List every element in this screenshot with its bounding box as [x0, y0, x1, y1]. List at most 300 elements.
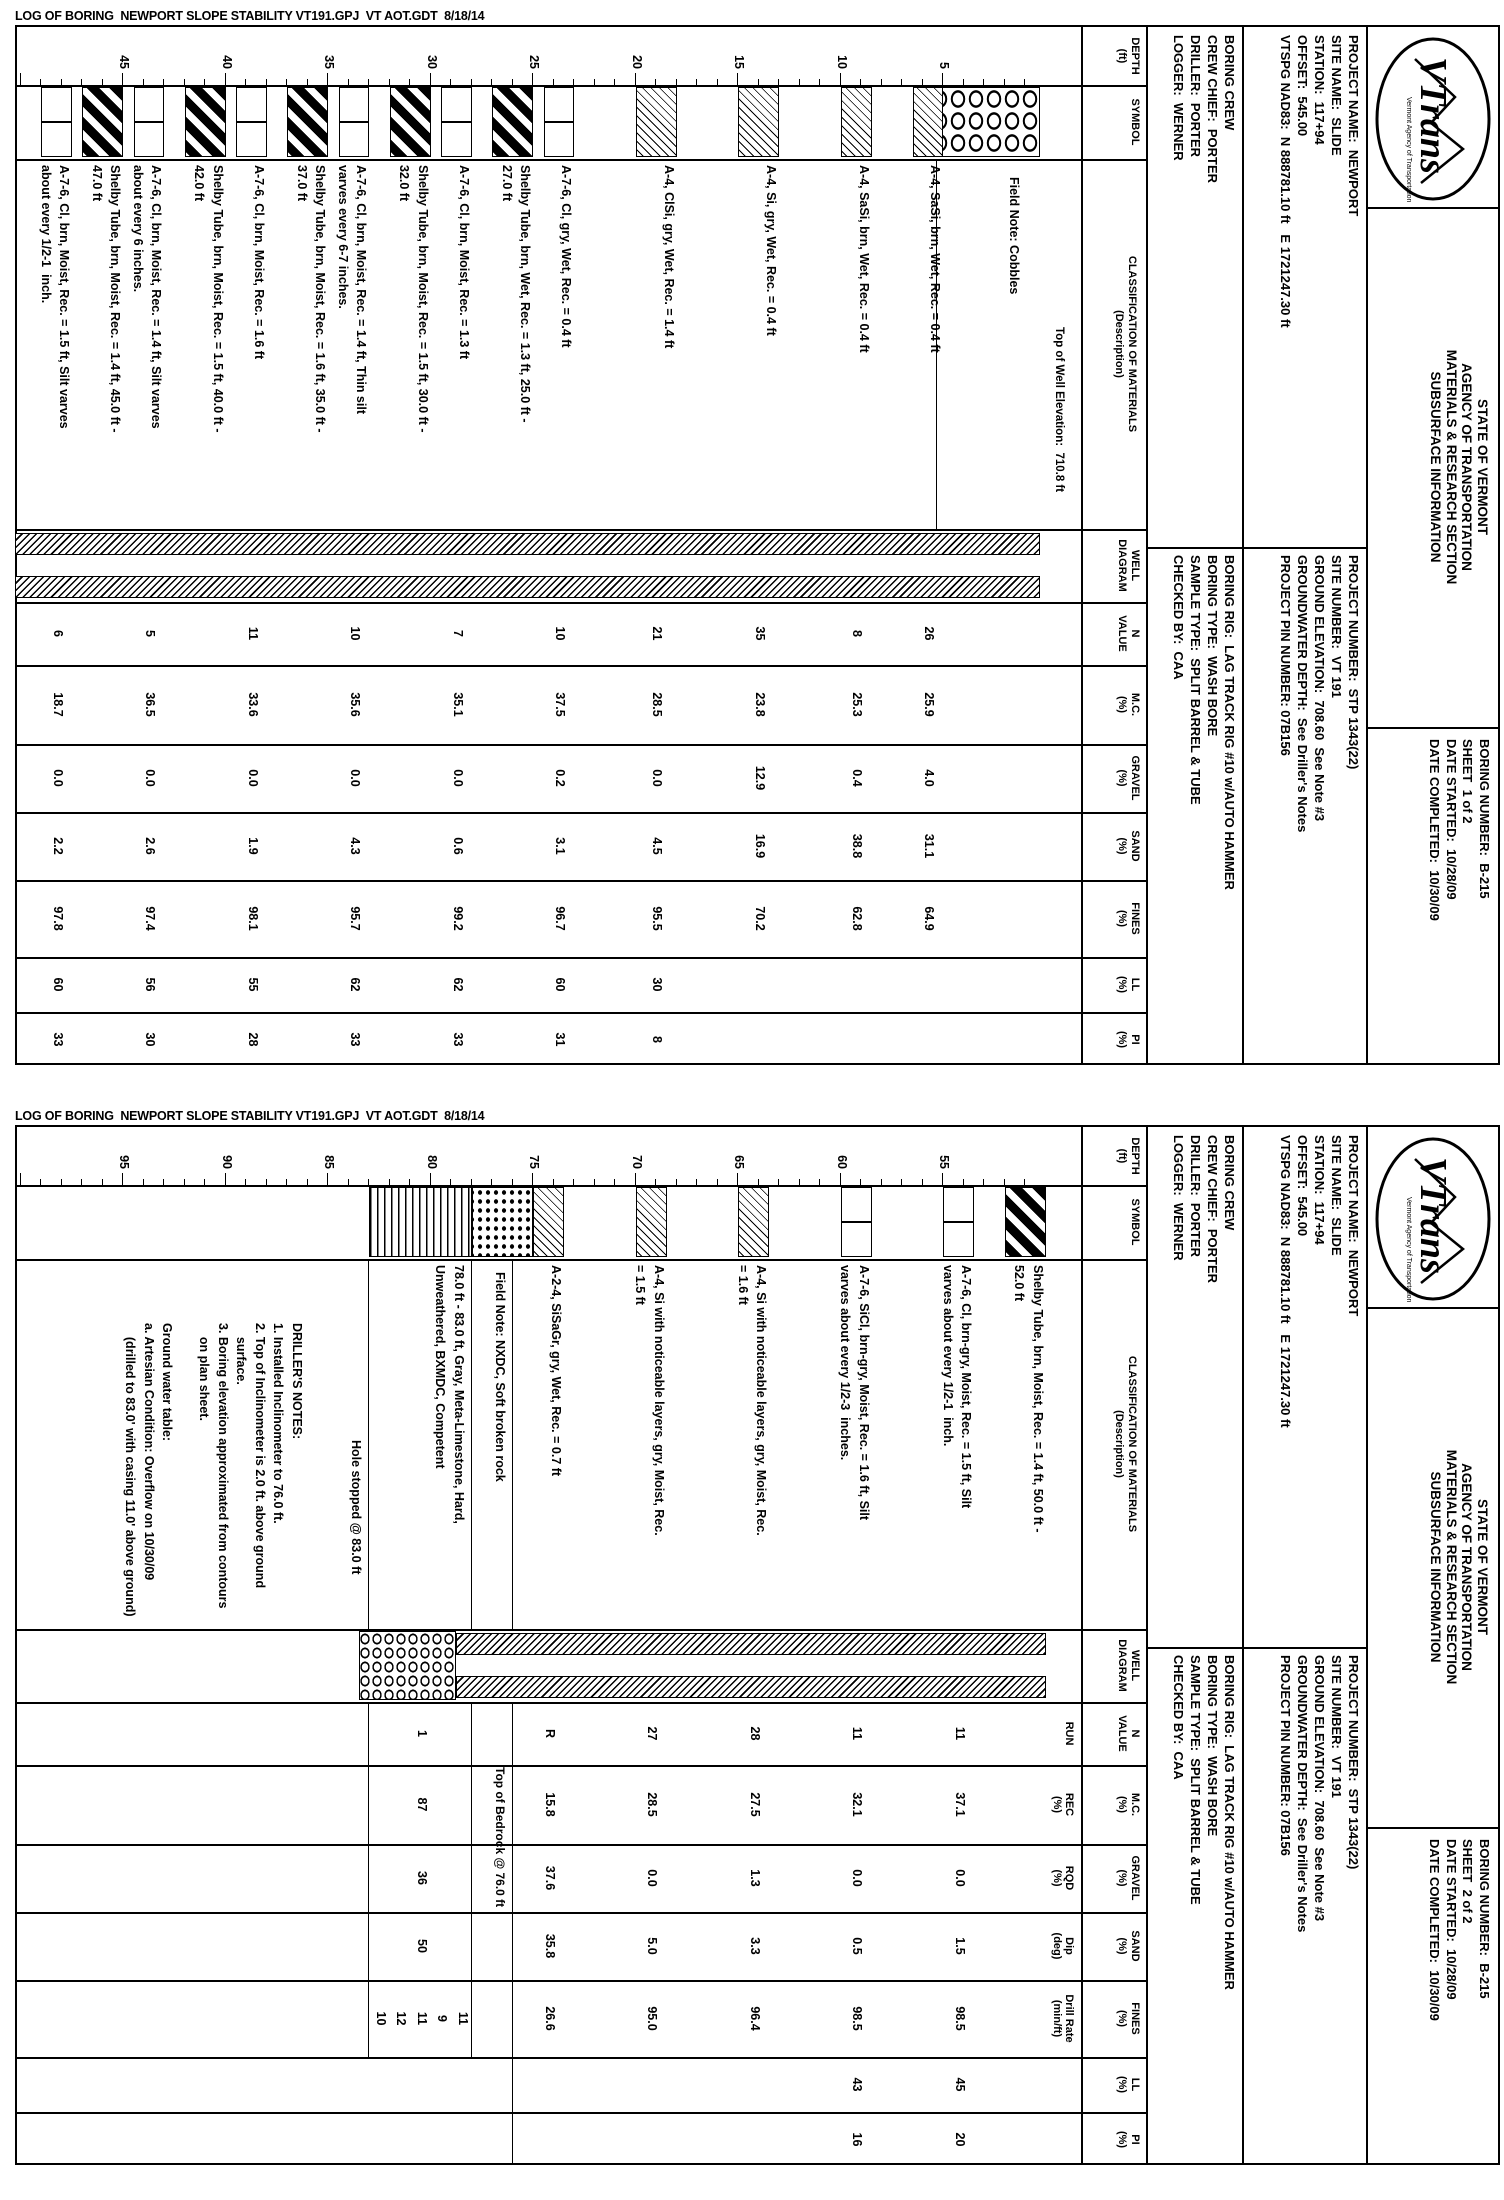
drillers-notes-line: surface. — [234, 1323, 249, 1385]
grid-line — [368, 1259, 369, 1629]
agency-title-line: SUBSURFACE INFORMATION — [1428, 1471, 1444, 1663]
boring-info-line: DATE COMPLETED: 10/30/09 — [1427, 739, 1443, 921]
grid-line — [225, 1173, 226, 1185]
project-info-line: STATION: 117+94 — [1312, 35, 1327, 145]
value-gr: 0.0 — [143, 769, 158, 787]
grid-line — [245, 79, 246, 85]
grid-line — [204, 79, 205, 85]
column-header-MC: M.C. (%) — [1116, 1792, 1141, 1817]
agency-title-line: MATERIALS & RESEARCH SECTION — [1444, 349, 1459, 585]
depth-label: 45 — [117, 55, 132, 69]
value-fi: 98.5 — [952, 2006, 967, 2031]
soil-symbol-rock — [370, 1187, 473, 1257]
value-pi: 20 — [952, 2132, 967, 2147]
classification-text: varves every 6-7 inches. — [336, 165, 350, 309]
crew-info-line: CHECKED BY: CAA — [1171, 1655, 1186, 1780]
drill-rate-value: 11 — [455, 2011, 470, 2026]
value-fi: 26.6 — [542, 2006, 557, 2031]
grid-line — [450, 1179, 451, 1185]
classification-text: A-4, Si with noticeable layers, gry, Moist, Rec. — [754, 1265, 769, 1536]
grid-line — [471, 79, 472, 85]
grid-line — [963, 79, 964, 85]
svg-text:VTrans: VTrans — [1412, 57, 1454, 174]
sample-symbol-spt — [841, 1187, 872, 1257]
grid-line — [737, 1173, 738, 1185]
grid-line — [553, 79, 554, 85]
grid-line — [307, 1179, 308, 1185]
boring-log-sheet-2 — [15, 1109, 1500, 2165]
grid-line — [61, 1179, 62, 1185]
value-pi: 8 — [650, 1036, 665, 1043]
value-mc: 36.5 — [143, 692, 158, 717]
grid-line — [15, 2057, 1083, 2059]
boring-info-line: DATE STARTED: 10/28/09 — [1444, 1839, 1459, 2000]
grid-line — [512, 1179, 513, 1185]
boring-info-line: BORING NUMBER: B-215 — [1477, 739, 1492, 899]
value-ll: 55 — [245, 977, 260, 992]
svg-text:Vermont Agency of Transportati: Vermont Agency of Transportation — [1405, 1197, 1412, 1303]
depth-label: 65 — [732, 1155, 747, 1169]
sample-symbol-tube — [493, 87, 534, 157]
sample-symbol-spt — [944, 1187, 975, 1257]
grid-line — [40, 1179, 41, 1185]
well-gravel-pack — [359, 1631, 455, 1700]
drill-rate-value: 11 — [414, 2011, 429, 2026]
grid-line — [1004, 1179, 1005, 1185]
crew-info-line: BORING CREW — [1222, 1135, 1237, 1231]
grid-line — [307, 79, 308, 85]
depth-label: 10 — [835, 55, 849, 69]
grid-line — [573, 79, 574, 85]
drillers-notes-line: a. Artesian Condition: Overflow on 10/30/09 — [141, 1323, 156, 1581]
grid-line — [368, 1179, 369, 1185]
grid-line — [881, 79, 882, 85]
grid-line — [1368, 1827, 1498, 1829]
field-note: Field Note: NXDC, Soft broken rock — [492, 1272, 507, 1482]
vtrans-logo — [1373, 35, 1493, 203]
grid-line — [922, 79, 923, 85]
value-gr: 0.0 — [850, 1869, 865, 1887]
grid-line — [532, 1173, 533, 1185]
classification-text: varves about every 1/2-1 inch. — [940, 1265, 955, 1447]
column-header-SA: SAND (%) — [1116, 830, 1141, 862]
value-sa: 3.1 — [553, 837, 568, 855]
sub-column-label: (min/ft) — [1051, 1999, 1063, 2038]
value-fi: 96.4 — [747, 2006, 762, 2031]
grid-line — [409, 1179, 410, 1185]
column-header-N: N VALUE — [1116, 615, 1141, 652]
grid-line — [532, 73, 533, 85]
value-pi: 30 — [143, 1032, 158, 1047]
project-info-line: STATION: 117+94 — [1312, 1135, 1327, 1245]
classification-text: A-7-6, Cl, brn, Moist, Rec. = 1.4 ft, Thin silt — [354, 165, 369, 414]
sample-symbol-hatch — [636, 1187, 667, 1257]
crew-info-line: BORING CREW — [1222, 35, 1237, 131]
value-gr: 4.0 — [922, 769, 937, 787]
crew-info-line: LOGGER: WERNER — [1171, 1135, 1186, 1261]
value-fi: 99.2 — [450, 906, 465, 931]
sub-column-label: RQD — [1063, 1865, 1075, 1891]
value-sa: 35.8 — [542, 1933, 557, 1959]
project-info-line: OFFSET: 545.00 — [1295, 35, 1310, 137]
value-ll: 62 — [348, 977, 363, 992]
sample-symbol-tube — [185, 87, 226, 157]
column-header-depth: DEPTH (ft) — [1116, 1137, 1141, 1175]
drill-rate-value: 12 — [394, 2011, 409, 2026]
rock-classification-text: 78.0 ft - 83.0 ft, Gray, Meta-Limestone, Hard, — [451, 1265, 466, 1524]
value-n: 7 — [450, 630, 465, 637]
column-header-PI: PI (%) — [1116, 1030, 1141, 1049]
sub-column-label: Dip — [1063, 1937, 1075, 1955]
grid-line — [860, 1179, 861, 1185]
classification-text: Shelby Tube, brn, Moist, Rec. = 1.6 ft, 35.0 ft - — [313, 165, 328, 433]
sub-column-label: Drill Rate — [1063, 1994, 1075, 2043]
value-ll: 45 — [952, 2077, 967, 2092]
classification-text: about every 6 inches. — [131, 165, 145, 293]
classification-text: A-7-6, Cl, brn-gry, Moist, Rec. = 1.5 ft, Silt — [959, 1265, 974, 1509]
grid-line — [840, 73, 841, 85]
grid-line — [15, 159, 1083, 161]
project-info-line: VTSPG NAD83: N 888781.10 ft E 1721247.30 ft — [1278, 1135, 1293, 1428]
grid-line — [61, 79, 62, 85]
agency-title-line: AGENCY OF TRANSPORTATION — [1459, 363, 1475, 571]
grid-line — [717, 1179, 718, 1185]
drillers-notes-line: 3. Boring elevation approximated from contours — [215, 1323, 230, 1609]
value-mc: 25.3 — [850, 692, 865, 717]
drillers-notes-line: (drilled to 83.0' with casing 11.0' above ground) — [123, 1323, 138, 1617]
grid-line — [266, 1179, 267, 1185]
grid-line — [963, 1179, 964, 1185]
grid-line — [286, 79, 287, 85]
grid-line — [348, 79, 349, 85]
value-sa: 2.6 — [143, 837, 158, 855]
sample-symbol-hatch — [739, 87, 780, 157]
classification-text: 32.0 ft — [397, 165, 412, 202]
grid-line — [225, 73, 226, 85]
project-info-line: SITE NUMBER: VT 191 — [1329, 1655, 1344, 1799]
grid-line — [409, 79, 410, 85]
grid-line — [163, 79, 164, 85]
project-info-line: GROUND ELEVATION: 708.60 See Note #3 — [1312, 1655, 1327, 1922]
value-n: 26 — [922, 626, 937, 641]
classification-text: 47.0 ft — [90, 165, 104, 202]
grid-line — [635, 1173, 636, 1185]
value-n: 27 — [645, 1726, 660, 1741]
hole-stopped-label: Hole stopped @ 83.0 ft — [349, 1440, 364, 1575]
value-fi: 95.5 — [650, 906, 665, 931]
value-mc: 37.5 — [553, 692, 568, 717]
value-n: 10 — [348, 626, 363, 641]
sample-symbol-tube — [1005, 1187, 1046, 1257]
grid-line — [1004, 79, 1005, 85]
svg-text:Vermont Agency of Transportati: Vermont Agency of Transportation — [1405, 97, 1412, 203]
agency-title-line: AGENCY OF TRANSPORTATION — [1459, 1463, 1475, 1671]
sample-symbol-hatch — [636, 87, 677, 157]
project-info-line: GROUND ELEVATION: 708.60 See Note #3 — [1312, 555, 1327, 822]
boring-log-sheet-1 — [15, 9, 1500, 1065]
classification-text: Shelby Tube, brn, Moist, Rec. = 1.4 ft, 50.0 ft - — [1031, 1265, 1045, 1533]
grid-line — [901, 79, 902, 85]
log-table — [15, 1125, 1500, 2165]
soil-symbol-broken — [472, 1187, 534, 1257]
value-gr: 12.9 — [753, 765, 767, 791]
classification-text: A-4, Si with noticeable layers, gry, Moist, Rec. — [651, 1265, 666, 1536]
value-ll: 56 — [143, 977, 158, 992]
crew-info-line: SAMPLE TYPE: SPLIT BARREL & TUBE — [1188, 555, 1203, 805]
classification-text: varves about every 1/2-3 inches. — [838, 1265, 853, 1461]
crew-info-line: CHECKED BY: CAA — [1171, 555, 1186, 680]
value-gr: 0.2 — [553, 769, 568, 787]
classification-text: = 1.6 ft — [735, 1265, 750, 1305]
value-gr: 0.0 — [650, 769, 665, 787]
rock-run-dip: 50 — [414, 1939, 429, 1953]
agency-title-line: STATE OF VERMONT — [1475, 1499, 1490, 1635]
value-n: 11 — [952, 1726, 967, 1741]
value-n: 21 — [650, 626, 665, 641]
drillers-notes-line: on plan sheet. — [197, 1323, 212, 1421]
depth-label: 75 — [527, 1155, 542, 1169]
value-fi: 95.0 — [645, 2006, 660, 2031]
grid-line — [430, 73, 431, 85]
depth-label: 40 — [220, 55, 234, 69]
depth-label: 5 — [937, 62, 952, 69]
value-sa: 31.1 — [922, 833, 937, 859]
grid-line — [922, 1179, 923, 1185]
value-fi: 98.1 — [245, 906, 260, 931]
project-info-line: VTSPG NAD83: N 888781.10 ft E 1721247.30 ft — [1278, 35, 1293, 328]
grid-line — [758, 79, 759, 85]
grid-line — [860, 79, 861, 85]
value-mc: 37.1 — [952, 1792, 967, 1817]
value-mc: 27.5 — [747, 1792, 762, 1817]
depth-label: 15 — [732, 55, 747, 69]
sub-column-label: (deg) — [1051, 1932, 1063, 1960]
classification-text: A-4, SaSi, brn, Wet, Rec. = 0.4 ft — [928, 165, 943, 353]
rock-classification-text: Unweathered, BXMDC, Competent — [433, 1265, 448, 1469]
top-of-bedrock-label: Top of Bedrock @ 76.0 ft — [493, 1767, 507, 1908]
value-gr: 0.0 — [50, 769, 65, 787]
value-ll: 30 — [650, 977, 665, 992]
value-ll: 60 — [553, 977, 568, 992]
grid-line — [430, 1173, 431, 1185]
depth-label: 20 — [630, 55, 644, 69]
column-header-sym: SYMBOL — [1129, 1198, 1141, 1246]
classification-text: 37.0 ft — [295, 165, 309, 202]
sub-column-label: REC — [1063, 1792, 1075, 1817]
grid-line — [368, 1702, 369, 2057]
grid-line — [15, 529, 1083, 531]
grid-line — [1367, 1127, 1369, 2163]
column-header-well: WELL DIAGRAM — [1116, 539, 1141, 592]
grid-line — [1367, 27, 1369, 1063]
rock-run-run: 1 — [414, 1730, 429, 1737]
column-header-depth: DEPTH (ft) — [1116, 37, 1141, 75]
value-pi: 31 — [553, 1032, 568, 1047]
grid-line — [819, 79, 820, 85]
project-info-line: PROJECT NAME: NEWPORT — [1346, 35, 1361, 217]
value-fi: 97.4 — [143, 906, 158, 931]
grid-line — [594, 79, 595, 85]
value-mc: 35.1 — [450, 692, 465, 717]
crew-info-line: BORING RIG: LAG TRACK RIG #10 w/AUTO HAMMER — [1222, 1655, 1237, 1990]
project-info-line: PROJECT NUMBER: STP 1343(22) — [1346, 555, 1361, 770]
grid-line — [1243, 1127, 1245, 2163]
value-n: 8 — [850, 630, 865, 637]
grid-line — [266, 79, 267, 85]
project-info-line: PROJECT PIN NUMBER: 07B156 — [1278, 555, 1293, 756]
boring-info-line: DATE COMPLETED: 10/30/09 — [1427, 1839, 1443, 2021]
classification-text: = 1.5 ft — [633, 1265, 648, 1305]
sub-column-label: (%) — [1051, 1795, 1063, 1814]
crew-info-line: CREW CHIEF: PORTER — [1205, 1135, 1220, 1284]
column-header-LL: LL (%) — [1116, 975, 1141, 994]
value-ll: 43 — [850, 2077, 865, 2092]
value-gr: 37.6 — [542, 1865, 557, 1891]
value-sa: 4.3 — [348, 837, 363, 855]
field-note: Field Note: Cobbles — [1007, 177, 1022, 295]
value-pi: 33 — [348, 1032, 363, 1047]
grid-line — [15, 1629, 1083, 1631]
classification-text: A-4, Si, gry, Wet, Rec. = 0.4 ft — [764, 165, 779, 336]
depth-label: 55 — [937, 1155, 952, 1169]
value-gr: 0.0 — [348, 769, 363, 787]
classification-text: A-4, ClSi, gry, Wet, Rec. = 1.4 ft — [662, 165, 676, 349]
grid-line — [15, 1259, 1083, 1261]
grid-line — [102, 79, 103, 85]
column-header-cls: CLASSIFICATION OF MATERIALS (Description) — [1113, 1355, 1138, 1533]
value-fi: 70.2 — [753, 906, 767, 931]
classification-text: Shelby Tube, brn, Moist, Rec. = 1.4 ft, 45.0 ft - — [108, 165, 123, 433]
grid-line — [204, 1179, 205, 1185]
grid-line — [819, 1179, 820, 1185]
log-table — [15, 25, 1500, 1065]
grid-line — [881, 1179, 882, 1185]
project-info-line: PROJECT NAME: NEWPORT — [1346, 1135, 1361, 1317]
grid-line — [573, 1179, 574, 1185]
value-sa: 0.6 — [450, 837, 465, 855]
column-header-well: WELL DIAGRAM — [1116, 1639, 1141, 1692]
classification-text: A-7-6, Cl, gry, Wet, Rec. = 0.4 ft — [559, 165, 574, 348]
sample-symbol-hatch — [534, 1187, 565, 1257]
sample-symbol-hatch — [739, 1187, 770, 1257]
classification-text: 27.0 ft — [500, 165, 514, 202]
value-n: 28 — [747, 1726, 762, 1741]
value-ll: 60 — [50, 977, 65, 992]
column-header-cls: CLASSIFICATION OF MATERIALS (Description) — [1113, 255, 1138, 433]
value-gr: 0.0 — [450, 769, 465, 787]
grid-line — [840, 1173, 841, 1185]
well-backfill-hatch — [15, 533, 1040, 555]
classification-text: Shelby Tube, brn, Moist, Rec. = 1.5 ft, 40.0 ft - — [211, 165, 225, 433]
classification-text: A-2-4, SiSaGr, gry, Wet, Rec. = 0.7 ft — [549, 1265, 564, 1477]
grid-line — [163, 1179, 164, 1185]
project-info-line: SITE NAME: SLIDE — [1329, 1135, 1344, 1256]
grid-line — [614, 79, 615, 85]
crew-info-line: DRILLER: PORTER — [1188, 1135, 1203, 1258]
grid-line — [471, 1179, 472, 1185]
value-sa: 1.9 — [245, 837, 260, 855]
grid-line — [614, 1179, 615, 1185]
value-n: 11 — [245, 626, 260, 641]
svg-text:VTrans: VTrans — [1412, 1157, 1454, 1274]
sample-symbol-tube — [83, 87, 124, 157]
crew-info-line: BORING TYPE: WASH BORE — [1205, 555, 1220, 737]
depth-label: 35 — [322, 55, 337, 69]
grid-line — [102, 1179, 103, 1185]
grid-line — [286, 1179, 287, 1185]
sample-symbol-spt — [441, 87, 472, 157]
grid-line — [1082, 1127, 1084, 2163]
drill-rate-value: 10 — [373, 2011, 388, 2026]
column-header-sym: SYMBOL — [1129, 98, 1141, 146]
file-banner: LOG OF BORING NEWPORT SLOPE STABILITY VT191.GPJ VT AOT.GDT 8/18/14 — [15, 9, 485, 23]
project-info-line: SITE NAME: SLIDE — [1329, 35, 1344, 156]
file-banner: LOG OF BORING NEWPORT SLOPE STABILITY VT191.GPJ VT AOT.GDT 8/18/14 — [15, 1109, 485, 1123]
value-n: 6 — [50, 630, 65, 637]
grid-line — [15, 1012, 1083, 1014]
boring-info-line: SHEET 2 of 2 — [1460, 1839, 1476, 1924]
classification-text: A-7-6, SiCl, brn-gry, Moist, Rec. = 1.6 ft, Silt — [856, 1265, 871, 1521]
grid-line — [778, 79, 779, 85]
grid-line — [594, 1179, 595, 1185]
soil-symbol-cobbles — [937, 87, 1040, 157]
grid-line — [491, 79, 492, 85]
value-mc: 32.1 — [850, 1792, 865, 1817]
rock-run-rec: 87 — [414, 1797, 429, 1812]
grid-line — [655, 79, 656, 85]
grid-line — [143, 1179, 144, 1185]
depth-label: 85 — [322, 1155, 337, 1169]
grid-line — [676, 79, 677, 85]
grid-line — [327, 1173, 328, 1185]
grid-line — [983, 1179, 984, 1185]
grid-line — [778, 1179, 779, 1185]
grid-line — [799, 1179, 800, 1185]
value-sa: 38.8 — [850, 833, 865, 859]
grid-line — [553, 1179, 554, 1185]
sample-symbol-hatch — [913, 87, 944, 157]
crew-info-line: SAMPLE TYPE: SPLIT BARREL & TUBE — [1188, 1655, 1203, 1905]
value-n: 11 — [850, 1726, 865, 1741]
value-mc: 28.5 — [650, 692, 665, 717]
agency-title-line: SUBSURFACE INFORMATION — [1428, 371, 1444, 563]
classification-text: A-4, SaSi, brn, Wet, Rec. = 0.4 ft — [856, 165, 871, 353]
value-mc: 33.6 — [245, 692, 260, 717]
grid-line — [512, 1702, 513, 2163]
classification-text: A-7-6, Cl, brn, Moist, Rec. = 1.6 ft — [252, 165, 266, 360]
value-gr: 0.0 — [645, 1869, 660, 1887]
value-pi: 28 — [245, 1032, 260, 1047]
column-header-LL: LL (%) — [1116, 2075, 1141, 2094]
column-header-SA: SAND (%) — [1116, 1930, 1141, 1962]
value-mc: 28.5 — [645, 1792, 660, 1817]
grid-line — [901, 1179, 902, 1185]
grid-line — [1243, 27, 1245, 1063]
agency-title-line: MATERIALS & RESEARCH SECTION — [1444, 1449, 1459, 1685]
grid-line — [1147, 27, 1149, 1063]
value-n: 35 — [753, 626, 767, 641]
grid-line — [1082, 27, 1084, 1063]
grid-line — [20, 73, 21, 85]
classification-text: A-7-6, Cl, brn, Moist, Rec. = 1.3 ft — [457, 165, 471, 360]
project-info-line: OFFSET: 545.00 — [1295, 1135, 1310, 1237]
value-sa: 16.9 — [753, 833, 767, 859]
value-sa: 1.5 — [952, 1937, 967, 1955]
column-header-PI: PI (%) — [1116, 2130, 1141, 2149]
column-header-MC: M.C. (%) — [1116, 692, 1141, 717]
value-mc: 35.6 — [348, 692, 363, 717]
crew-info-line: CREW CHIEF: PORTER — [1205, 35, 1220, 184]
